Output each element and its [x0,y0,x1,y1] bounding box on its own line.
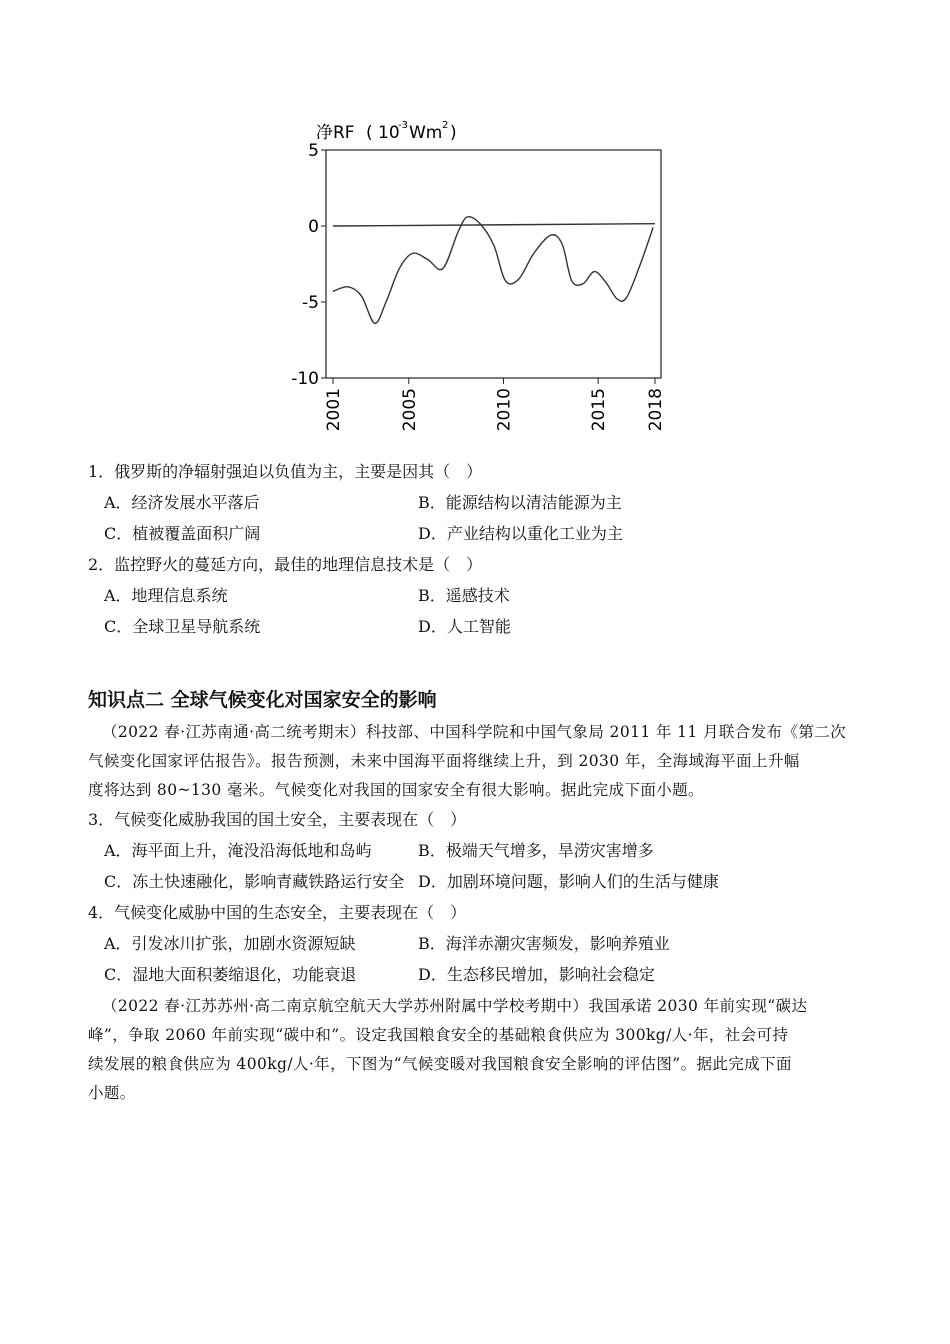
net-rf-chart [0,0,950,450]
chart-y-axis-title [316,120,457,143]
x-tick-label: 2015 [589,388,610,432]
y-tick-label: -5 [302,293,319,313]
question-stem: 2．监控野火的蔓延方向，最佳的地理信息技术是（ ） [88,555,483,574]
answer-option[interactable]: D．生态移民增加，影响社会稳定 [418,965,655,984]
chart-unit-open: ( [366,123,373,143]
plot-frame [326,150,661,378]
y-tick-label: -10 [291,369,319,389]
passage-line: 气候变化国家评估报告》。报告预测，未来中国海平面将继续上升，到 2030 年，全海域海平面上升幅 [88,752,800,770]
answer-option[interactable]: C．湿地大面积萎缩退化，功能衰退 [104,965,357,984]
x-tick-label: 2010 [494,388,515,432]
x-tick-label: 2005 [399,388,420,432]
answer-option[interactable]: C．全球卫星导航系统 [104,617,261,636]
x-tick-label: 2018 [646,388,666,432]
answer-option[interactable]: A．海平面上升，淹没沿海低地和岛屿 [104,841,372,860]
chart-title: 净RF [316,123,355,143]
section-title: 知识点二 全球气候变化对国家安全的影响 [88,689,437,711]
chart-unit-main: Wm [409,123,443,143]
zero-baseline-line [333,224,655,226]
answer-option[interactable]: D．产业结构以重化工业为主 [418,524,623,543]
passage-line: 小题。 [88,1084,136,1102]
net-rf-series-line [333,217,653,324]
answer-option[interactable]: D．人工智能 [418,617,511,636]
answer-option[interactable]: A．地理信息系统 [104,586,228,605]
chart-unit-prefix: 10 [378,123,400,143]
passage-line: 度将达到 80~130 毫米。气候变化对我国的国家安全有很大影响。据此完成下面小题。 [88,781,704,799]
answer-option[interactable]: B．海洋赤潮灾害频发，影响养殖业 [418,934,670,953]
question-stem: 4．气候变化威胁中国的生态安全，主要表现在（ ） [88,903,467,922]
chart-unit-exp: -3 [398,120,408,131]
answer-option[interactable]: D．加剧环境问题，影响人们的生活与健康 [418,872,719,891]
passage-line: 续发展的粮食供应为 400kg/人·年，下图为“气候变暖对我国粮食安全影响的评估图”。据此完成下面 [88,1055,792,1073]
x-tick-label: 2001 [324,388,344,432]
y-tick-label: 0 [308,217,319,237]
chart-unit-exp2: 2 [442,120,449,131]
answer-option[interactable]: A．经济发展水平落后 [104,493,260,512]
question-stem: 3．气候变化威胁我国的国土安全，主要表现在（ ） [88,810,467,829]
answer-option[interactable]: B．能源结构以清洁能源为主 [418,493,622,512]
answer-option[interactable]: B．极端天气增多，旱涝灾害增多 [418,841,654,860]
y-tick-label: 5 [308,141,319,161]
passage-line: （2022 春·江苏苏州·高二南京航空航天大学苏州附属中学校考期中）我国承诺 2030 年前实现“碳达 [102,997,808,1015]
question-stem: 1．俄罗斯的净辐射强迫以负值为主，主要是因其（ ） [88,462,483,481]
answer-option[interactable]: C．植被覆盖面积广阔 [104,524,261,543]
answer-option[interactable]: B．遥感技术 [418,586,510,605]
passage-line: 峰”，争取 2060 年前实现“碳中和”。设定我国粮食安全的基础粮食供应为 300kg/人·年，社会可持 [88,1026,789,1044]
answer-option[interactable]: A．引发冰川扩张，加剧水资源短缺 [104,934,356,953]
passage-line: （2022 春·江苏南通·高二统考期末）科技部、中国科学院和中国气象局 2011 年 11 月联合发布《第二次 [102,723,847,741]
chart-unit-close: ) [450,123,457,143]
answer-option[interactable]: C．冻土快速融化，影响青藏铁路运行安全 [104,872,405,891]
